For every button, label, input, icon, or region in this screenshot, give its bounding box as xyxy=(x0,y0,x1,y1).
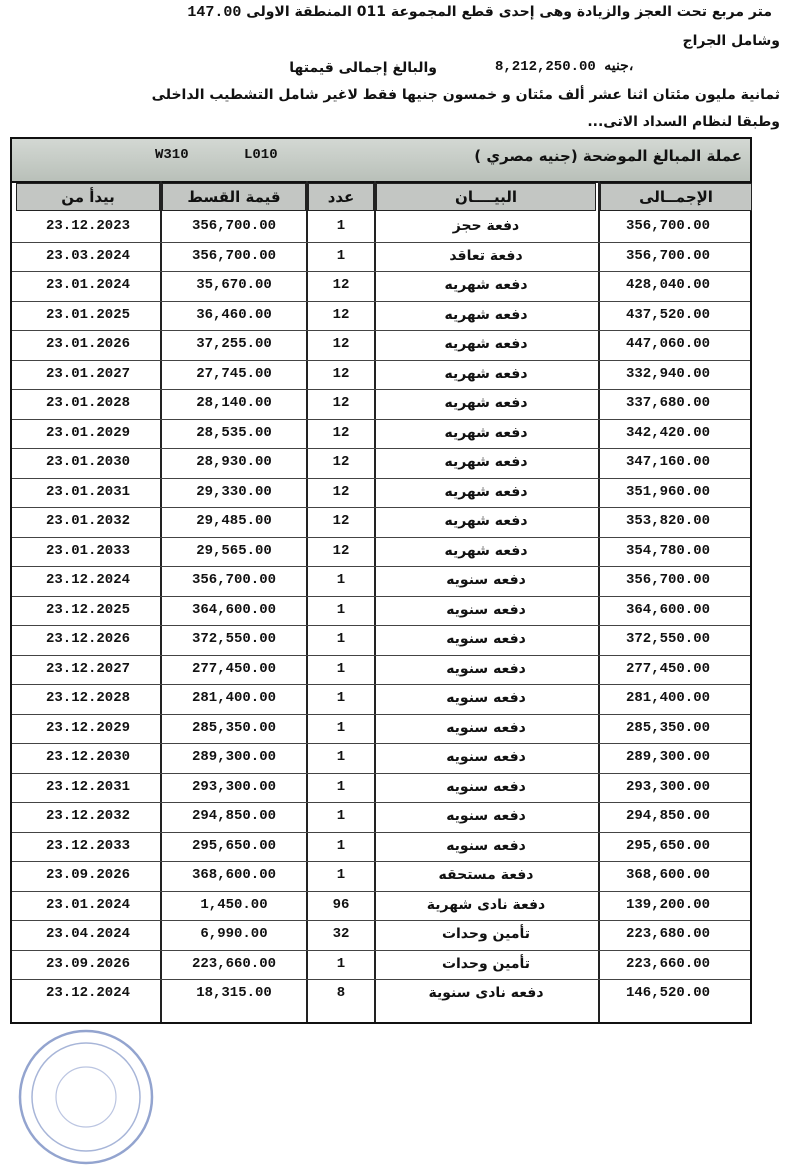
row-total: 285,350.00 xyxy=(626,719,711,736)
row-description: دفعه شهريه xyxy=(444,513,528,529)
row-count: 1 xyxy=(336,778,346,795)
row-divider xyxy=(12,389,750,390)
row-installment: 1,450.00 xyxy=(200,896,268,913)
row-divider xyxy=(12,979,750,980)
row-divider xyxy=(12,950,750,951)
row-description: دفعه شهريه xyxy=(444,365,528,382)
row-divider xyxy=(12,802,750,803)
row-total: 372,550.00 xyxy=(626,631,711,647)
row-description: دفعة تعاقد xyxy=(449,247,523,264)
row-divider xyxy=(12,360,750,361)
intro-total-amount: 8,212,250.00 جنيه، xyxy=(495,59,634,75)
row-description: دفعة مستحقه xyxy=(438,867,534,883)
row-divider xyxy=(12,743,750,744)
table-caption: عملة المبالغ الموضحة (جنيه مصري ) xyxy=(474,147,742,165)
table-row xyxy=(12,271,750,301)
row-description: تأمين وحدات xyxy=(441,955,531,972)
intro-area-value: 147.00 xyxy=(187,4,242,21)
row-installment: 29,485.00 xyxy=(196,513,272,529)
header-total: الإجمــالى xyxy=(600,183,752,211)
table-caption-bar xyxy=(12,139,750,183)
row-divider xyxy=(12,773,750,774)
row-installment: 223,660.00 xyxy=(191,955,276,972)
row-start-date: 23.09.2026 xyxy=(45,867,130,883)
table-row xyxy=(12,537,750,567)
table-code-1: W310 xyxy=(155,147,189,163)
row-total: 223,680.00 xyxy=(626,926,711,942)
row-count: 12 xyxy=(332,513,350,529)
table-row xyxy=(12,242,750,272)
row-count: 8 xyxy=(336,985,346,1001)
row-divider xyxy=(12,625,750,626)
table-row xyxy=(12,950,750,980)
row-count: 12 xyxy=(332,336,350,352)
table-row xyxy=(12,389,750,419)
row-divider xyxy=(12,242,750,243)
row-divider xyxy=(12,861,750,862)
row-start-date: 23.01.2029 xyxy=(45,424,130,441)
row-description: دفعه شهريه xyxy=(444,395,528,411)
table-row xyxy=(12,832,750,862)
row-start-date: 23.12.2031 xyxy=(45,778,130,795)
row-count: 12 xyxy=(332,277,350,293)
row-start-date: 23.12.2028 xyxy=(45,690,130,706)
row-count: 1 xyxy=(336,247,346,264)
payment-schedule-table xyxy=(10,137,752,1024)
table-row xyxy=(12,330,750,360)
row-start-date: 23.12.2027 xyxy=(45,660,130,677)
header-count: عدد xyxy=(308,183,374,211)
row-total: 146,520.00 xyxy=(626,985,711,1001)
row-installment: 285,350.00 xyxy=(191,719,276,736)
row-start-date: 23.12.2024 xyxy=(45,985,130,1001)
row-installment: 281,400.00 xyxy=(191,690,276,706)
row-installment: 289,300.00 xyxy=(191,749,276,765)
row-total: 277,450.00 xyxy=(626,660,711,677)
row-installment: 28,535.00 xyxy=(196,424,272,441)
row-start-date: 23.01.2026 xyxy=(45,336,130,352)
row-total: 347,160.00 xyxy=(626,454,711,470)
row-total: 364,600.00 xyxy=(626,601,711,618)
row-total: 353,820.00 xyxy=(626,513,711,529)
row-start-date: 23.09.2026 xyxy=(45,955,130,972)
row-total: 368,600.00 xyxy=(626,867,711,883)
row-start-date: 23.12.2026 xyxy=(45,631,130,647)
row-description: دفعه شهريه xyxy=(444,542,528,559)
row-total: 356,700.00 xyxy=(626,247,711,264)
row-description: دفعه سنويه xyxy=(446,749,526,765)
row-count: 12 xyxy=(332,483,350,500)
row-start-date: 23.01.2027 xyxy=(45,365,130,382)
row-start-date: 23.01.2024 xyxy=(45,896,130,913)
row-description: دفعه سنويه xyxy=(446,601,526,618)
header-start-date: بيدأ من xyxy=(16,183,160,211)
row-total: 295,650.00 xyxy=(626,837,711,854)
row-description: دفعه سنويه xyxy=(446,778,526,795)
row-start-date: 23.01.2025 xyxy=(45,306,130,323)
row-count: 1 xyxy=(336,631,346,647)
row-count: 1 xyxy=(336,601,346,618)
row-divider xyxy=(12,655,750,656)
intro-line-3-label: والبالغ إجمالى قيمتها xyxy=(289,60,437,76)
row-installment: 36,460.00 xyxy=(196,306,272,323)
row-divider xyxy=(12,478,750,479)
row-description: دفعه شهريه xyxy=(444,483,528,500)
table-row xyxy=(12,566,750,596)
row-divider xyxy=(12,920,750,921)
row-count: 12 xyxy=(332,424,350,441)
row-divider xyxy=(12,891,750,892)
row-count: 32 xyxy=(332,926,350,942)
row-start-date: 23.12.2024 xyxy=(45,572,130,588)
row-count: 12 xyxy=(332,542,350,559)
table-row xyxy=(12,478,750,508)
row-divider xyxy=(12,537,750,538)
row-divider xyxy=(12,566,750,567)
row-description: دفعه سنويه xyxy=(446,719,526,736)
row-installment: 295,650.00 xyxy=(191,837,276,854)
table-row xyxy=(12,596,750,626)
row-start-date: 23.03.2024 xyxy=(45,247,130,264)
table-row xyxy=(12,507,750,537)
row-divider xyxy=(12,301,750,302)
row-installment: 18,315.00 xyxy=(196,985,272,1001)
row-divider xyxy=(12,271,750,272)
row-installment: 37,255.00 xyxy=(196,336,272,352)
row-count: 1 xyxy=(336,572,346,588)
table-row xyxy=(12,684,750,714)
row-count: 1 xyxy=(336,660,346,677)
row-description: دفعة حجز xyxy=(452,218,520,234)
row-divider xyxy=(12,507,750,508)
row-installment: 27,745.00 xyxy=(196,365,272,382)
row-installment: 29,330.00 xyxy=(196,483,272,500)
row-start-date: 23.01.2031 xyxy=(45,483,130,500)
row-count: 1 xyxy=(336,218,346,234)
table-row xyxy=(12,212,750,242)
table-row xyxy=(12,743,750,773)
row-installment: 356,700.00 xyxy=(191,218,276,234)
header-description: البيــــان xyxy=(376,183,596,211)
intro-line-5: وطبقا لنظام السداد الاتى... xyxy=(587,114,780,130)
intro-line-4: ثمانية مليون مئتان اثنا عشر ألف مئتان و خمسون جنيها فقط لاغير شامل التشطيب الداخلى xyxy=(151,87,780,103)
table-code-2: L010 xyxy=(244,147,278,163)
row-description: دفعه سنويه xyxy=(446,631,526,647)
table-row xyxy=(12,655,750,685)
row-count: 96 xyxy=(332,896,350,913)
row-divider xyxy=(12,684,750,685)
table-row xyxy=(12,714,750,744)
row-start-date: 23.12.2032 xyxy=(45,808,130,824)
row-start-date: 23.12.2030 xyxy=(45,749,130,765)
official-stamp-seal xyxy=(14,1019,164,1169)
table-row xyxy=(12,419,750,449)
row-start-date: 23.01.2030 xyxy=(45,454,130,470)
row-start-date: 23.01.2033 xyxy=(45,542,130,559)
row-total: 356,700.00 xyxy=(626,572,711,588)
row-total: 447,060.00 xyxy=(626,336,711,352)
intro-line-1-text: متر مربع تحت العجز والزيادة وهى إحدى قطع المجموعة 011 المنطقة الاولى xyxy=(246,4,772,20)
row-installment: 294,850.00 xyxy=(191,808,276,824)
row-description: دفعه سنويه xyxy=(446,572,526,588)
row-total: 337,680.00 xyxy=(626,395,711,411)
row-count: 12 xyxy=(332,365,350,382)
table-row xyxy=(12,802,750,832)
table-row xyxy=(12,891,750,921)
row-installment: 277,450.00 xyxy=(191,660,276,677)
row-description: دفعه سنويه xyxy=(446,660,526,677)
row-count: 12 xyxy=(332,454,350,470)
row-installment: 35,670.00 xyxy=(196,277,272,293)
row-description: دفعة نادى شهرية xyxy=(426,896,546,913)
row-start-date: 23.12.2033 xyxy=(45,837,130,854)
row-total: 428,040.00 xyxy=(626,277,711,293)
row-start-date: 23.12.2025 xyxy=(45,601,130,618)
row-installment: 28,140.00 xyxy=(196,395,272,411)
row-total: 354,780.00 xyxy=(626,542,711,559)
row-installment: 356,700.00 xyxy=(191,572,276,588)
row-divider xyxy=(12,832,750,833)
row-start-date: 23.01.2028 xyxy=(45,395,130,411)
row-installment: 293,300.00 xyxy=(191,778,276,795)
row-installment: 6,990.00 xyxy=(200,926,268,942)
intro-line-2: وشامل الجراج xyxy=(682,33,780,49)
row-description: دفعه شهريه xyxy=(444,336,528,352)
row-count: 1 xyxy=(336,867,346,883)
row-total: 356,700.00 xyxy=(626,218,711,234)
row-total: 139,200.00 xyxy=(626,896,711,913)
row-count: 1 xyxy=(336,837,346,854)
row-count: 1 xyxy=(336,808,346,824)
row-total: 351,960.00 xyxy=(626,483,711,500)
row-description: دفعه سنويه xyxy=(446,837,526,854)
row-total: 332,940.00 xyxy=(626,365,711,382)
row-installment: 364,600.00 xyxy=(191,601,276,618)
row-start-date: 23.01.2024 xyxy=(45,277,130,293)
row-installment: 356,700.00 xyxy=(191,247,276,264)
row-divider xyxy=(12,330,750,331)
row-total: 294,850.00 xyxy=(626,808,711,824)
row-count: 1 xyxy=(336,955,346,972)
row-divider xyxy=(12,419,750,420)
table-row xyxy=(12,625,750,655)
row-installment: 368,600.00 xyxy=(191,867,276,883)
row-description: دفعه شهريه xyxy=(444,454,528,470)
row-start-date: 23.01.2032 xyxy=(45,513,130,529)
table-row xyxy=(12,920,750,950)
table-row xyxy=(12,773,750,803)
row-description: تأمين وحدات xyxy=(441,926,531,942)
row-description: دفعه سنويه xyxy=(446,808,526,824)
table-row xyxy=(12,448,750,478)
row-installment: 372,550.00 xyxy=(191,631,276,647)
table-row xyxy=(12,360,750,390)
row-count: 12 xyxy=(332,395,350,411)
row-total: 293,300.00 xyxy=(626,778,711,795)
row-total: 223,660.00 xyxy=(626,955,711,972)
table-row xyxy=(12,979,750,1009)
header-installment: قيمة القسط xyxy=(162,183,306,211)
row-description: دفعه شهريه xyxy=(444,277,528,293)
row-total: 342,420.00 xyxy=(626,424,711,441)
table-row xyxy=(12,861,750,891)
intro-line-1 xyxy=(147,4,772,21)
row-total: 281,400.00 xyxy=(626,690,711,706)
row-description: دفعه شهريه xyxy=(444,306,528,323)
row-divider xyxy=(12,448,750,449)
row-total: 289,300.00 xyxy=(626,749,711,765)
row-start-date: 23.12.2023 xyxy=(45,218,130,234)
table-row xyxy=(12,301,750,331)
row-total: 437,520.00 xyxy=(626,306,711,323)
row-count: 1 xyxy=(336,749,346,765)
row-description: دفعه نادى سنوية xyxy=(428,985,544,1001)
row-installment: 28,930.00 xyxy=(196,454,272,470)
row-description: دفعه شهريه xyxy=(444,424,528,441)
row-start-date: 23.12.2029 xyxy=(45,719,130,736)
row-divider xyxy=(12,714,750,715)
row-installment: 29,565.00 xyxy=(196,542,272,559)
row-description: دفعه سنويه xyxy=(446,690,526,706)
row-count: 12 xyxy=(332,306,350,323)
row-start-date: 23.04.2024 xyxy=(45,926,130,942)
row-divider xyxy=(12,596,750,597)
row-count: 1 xyxy=(336,719,346,736)
row-count: 1 xyxy=(336,690,346,706)
